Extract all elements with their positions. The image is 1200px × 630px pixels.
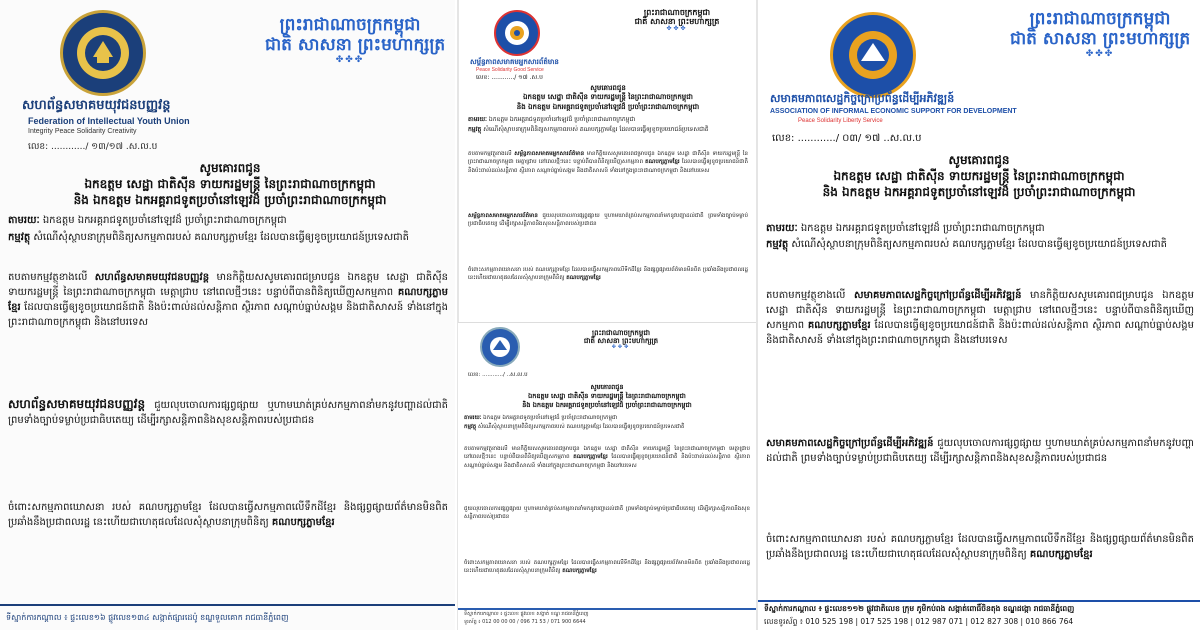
reference-number: លេខ: ............/ ០៣/ ១៧ ..ស.ល.ប <box>772 133 922 144</box>
body-paragraph-2: សហព័ន្ធសមាគមយុវជនបញ្ញវន្ត ជួយលុបចោលការផ្សព្វផ្សាយ ឬហាមឃាត់គ្រប់សកម្មភាពនាំមកនូវបញ្ហាដល់ជាតិ ព្រមទាំងច្បាប់ទម្លាប់ប្រជាធិបតេយ្យ ដើម្បីរក្សាសន្តិភាពនិងសុខសន្តិភាពរបស់ប្រជាជន <box>8 397 448 426</box>
org-name: សមាគមភាពសេដ្ឋកិច្ចក្រៅប្រព័ន្ធដើម្បីអភិវឌ្ឍន៍ <box>770 92 955 105</box>
reference-number: លេខ: ............/ ១៣/១៧ .ស.ល.ប <box>28 142 158 152</box>
org-logo-right <box>830 12 916 98</box>
subject-line: កម្មវត្ថុ សំណើសុំស្ថាបនាក្រុមពិនិត្យសកម្មភាពរបស់ គណបក្សភ្លាមខ្មែរ ដែលបានធ្វើឲ្យខូចប្រយោជន៍ប្រទេសជាតិ <box>766 239 1167 250</box>
recipient-block: សូមគោរពជូន ឯកឧត្តម សេដ្ឋា ជាតិស៊ីន ទាយករដ្ឋមន្ត្រី នៃព្រះរាជាណាចក្រកម្ពុជា និង ឯកឧត្តម ឯកអគ្គរាជទូតប្រចាំនៅឡេវដ៏ ប្រចាំព្រះរាជាណាចក្រកម្ពុជា <box>522 383 692 409</box>
letter-middle-top <box>462 0 754 318</box>
org-name: សហព័ន្ធសមាគមយុវជនបញ្ញវន្ត <box>22 98 171 113</box>
kingdom-motto: ព្រះរាជាណាចក្រកម្ពុជា ជាតិ សាសនា ព្រះមហាក្សត្រ ✤✤✤ <box>1010 9 1191 60</box>
recipient-block: សូមគោរពជូន ឯកឧត្តម សេដ្ឋា ជាតិស៊ីន ទាយករដ្ឋមន្ត្រី នៃព្រះរាជាណាចក្រកម្ពុជា និង ឯកឧត្តម ឯកអគ្គរាជទូតប្រចាំនៅឡេវដ៏ ប្រចាំព្រះរាជាណាចក្រកម្ពុជា <box>822 153 1136 200</box>
kingdom-motto: ព្រះរាជាណាចក្រកម្ពុជា ជាតិ សាសនា ព្រះមហាក្សត្រ ✤✤✤ <box>634 7 720 33</box>
letter-middle-bottom <box>458 322 756 630</box>
via-line: តាមរយៈ ឯកឧត្តម ឯកអគ្គរាជទូតប្រចាំនៅឡេវដ៏ ប្រចាំព្រះរាជាណាចក្រកម្ពុជា <box>464 415 618 421</box>
org-values: Integrity Peace Solidarity Creativity <box>28 128 137 135</box>
body-paragraph-3: ចំពោះសកម្មភាពឃោសនា របស់ គណបក្សភ្លាមខ្មែរ ដែលបានធ្វើសកម្មភាពលើទឹកដីខ្មែរ និងផ្សព្វផ្សាយព័ត៌មានមិនពិត ប្រឆាំងនឹងប្រជាពលរដ្ឋ នេះហើយជាហេតុផលដែលសុំស្ថាបនាក្រុមពិនិត្យ គណបក្សភ្លាមខ្មែរ <box>766 534 1194 560</box>
via-line: តាមរយៈ ឯកឧត្តម ឯកអគ្គរាជទូតប្រចាំនៅឡេវដ៏ ប្រចាំព្រះរាជាណាចក្រកម្ពុជា <box>766 223 1045 234</box>
body-paragraph-3: ចំពោះសកម្មភាពឃោសនា របស់ គណបក្សភ្លាមខ្មែរ ដែលបានធ្វើសកម្មភាពលើទឹកដីខ្មែរ និងផ្សព្វផ្សាយព័ត៌មានមិនពិត ប្រឆាំងនឹងប្រជាពលរដ្ឋ នេះហើយជាហេតុផលដែលសុំស្ថាបនាក្រុមពិនិត្យ គណបក្សភ្លាមខ្មែរ <box>464 560 750 575</box>
body-paragraph-1: តបតាមកម្មវត្ថុខាងលើ សមាគមភាពសេដ្ឋកិច្ចក្រៅប្រព័ន្ធដើម្បីអភិវឌ្ឍន៍ មានកិត្តិយសសូមគោរពជម្រាបជូន ឯកឧត្តម សេដ្ឋា ជាតិស៊ីន ទាយករដ្ឋមន្ត្រី នៃព្រះរាជាណាចក្រកម្ពុជា មេត្តាជ្រាប នៅពេលថ្មីៗនេះ បន្ទាប់ពីបានពិនិត្យឃើញសកម្មភាព គណបក្សភ្លាមខ្មែរ ដែលបានធ្វើឲ្យខូចប្រយោជន៍ជាតិ និងប៉ះពាល់ដល់សន្តិភាព ស្ថិរភាព សណ្តាប់ធ្នាប់សង្គម និងជាតិសាសន៍ ទាំងនៅក្នុងព្រះរាជាណាចក្រកម្ពុជា និងនៅបរទេស <box>766 290 1194 346</box>
org-logo-middle-top <box>494 10 540 56</box>
org-values: Peace Solidarity Good Service <box>476 67 544 73</box>
letter-footer: ទីស្នាក់ការកណ្តាល ៖ ផ្ទះលេខ ផ្លូវលេខ សង្កាត់ ខណ្ឌ រាជធានីភ្នំពេញ ទូរស័ព្ទ ៖ 012 00 00 00 / 096 71 53 / 071 900 6644 <box>458 608 756 630</box>
emblem-icon <box>487 334 513 360</box>
subject-line: កម្មវត្ថុ សំណើសុំស្ថាបនាក្រុមពិនិត្យសកម្មភាពរបស់ គណបក្សភ្លាមខ្មែរ ដែលបានធ្វើឲ្យខូចប្រយោជន៍ប្រទេសជាតិ <box>8 232 409 243</box>
via-line: តាមរយៈ ឯកឧត្តម ឯកអគ្គរាជទូតប្រចាំនៅឡេវដ៏ ប្រចាំព្រះរាជាណាចក្រកម្ពុជា <box>8 215 287 226</box>
emblem-icon <box>502 18 532 48</box>
body-paragraph-3: ចំពោះសកម្មភាពឃោសនា របស់ គណបក្សភ្លាមខ្មែរ ដែលបានធ្វើសកម្មភាពលើទឹកដីខ្មែរ និងផ្សព្វផ្សាយព័ត៌មានមិនពិត ប្រឆាំងនឹងប្រជាពលរដ្ឋ នេះហើយជាហេតុផលដែលសុំស្ថាបនាក្រុមពិនិត្យ គណបក្សភ្លាមខ្មែរ <box>468 267 748 282</box>
letter-footer: ទីស្នាក់ការកណ្តាល ៖ ផ្ទះលេខ១៦ ផ្លូវលេខ១៣៤ សង្កាត់ផ្សារដេប៉ូ ខណ្ឌទួលគោក រាជធានីភ្នំពេញ <box>0 604 455 630</box>
emblem-icon <box>73 23 133 83</box>
emblem-icon <box>843 25 903 85</box>
body-paragraph-2: សម្ព័ន្ធភាពសមាគមអ្នកសារព័ត៌មាន ជួយលុបចោលការផ្សព្វផ្សាយ ឬហាមឃាត់គ្រប់សកម្មភាពនាំមកនូវបញ្ហាដល់ជាតិ ព្រមទាំងច្បាប់ទម្លាប់ប្រជាធិបតេយ្យ ដើម្បីរក្សាសន្តិភាពនិងសុខសន្តិភាពរបស់ប្រជាជន <box>468 213 748 228</box>
body-paragraph-1: តបតាមកម្មវត្ថុខាងលើ មានកិត្តិយសសូមគោរពជម្រាបជូន ឯកឧត្តម សេដ្ឋា ជាតិស៊ីន ទាយករដ្ឋមន្ត្រី នៃព្រះរាជាណាចក្រកម្ពុជា មេត្តាជ្រាប នៅពេលថ្មីៗនេះ បន្ទាប់ពីបានពិនិត្យឃើញសកម្មភាព គណបក្សភ្លាមខ្មែរ ដែលបានធ្វើឲ្យខូចប្រយោជន៍ជាតិ និងប៉ះពាល់ដល់សន្តិភាព ស្ថិរភាព សណ្តាប់ធ្នាប់សង្គម និងជាតិសាសន៍ ទាំងនៅក្នុងព្រះរាជាណាចក្រកម្ពុជា និងនៅបរទេស <box>464 446 750 469</box>
org-logo-left <box>60 10 146 96</box>
org-name: សម្ព័ន្ធភាពសមាគមអ្នកសារព័ត៌មាន <box>470 58 559 66</box>
org-name-en: ASSOCIATION OF INFORMAL ECONOMIC SUPPORT FOR DEVELOPMENT <box>770 108 1017 115</box>
kingdom-motto: ព្រះរាជាណាចក្រកម្ពុជា ជាតិ សាសនា ព្រះមហាក្សត្រ ✤✤✤ <box>265 15 446 66</box>
org-values: Peace Solidarity Liberty Service <box>798 118 883 124</box>
kingdom-motto: ព្រះរាជាណាចក្រកម្ពុជា ជាតិ សាសនា ព្រះមហាក្សត្រ ✤✤✤ <box>583 328 659 351</box>
reference-number: លេខ: ............/ ១៧ .ស.ប <box>476 74 543 81</box>
subject-line: កម្មវត្ថុ សំណើសុំស្ថាបនាក្រុមពិនិត្យសកម្មភាពរបស់ គណបក្សភ្លាមខ្មែរ ដែលបានធ្វើឲ្យខូចប្រយោជន៍ប្រទេសជាតិ <box>464 424 685 430</box>
recipient-block: សូមគោរពជូន ឯកឧត្តម សេដ្ឋា ជាតិស៊ីន ទាយករដ្ឋមន្ត្រី នៃព្រះរាជាណាចក្រកម្ពុជា និង ឯកឧត្តម ឯកអគ្គរាជទូតប្រចាំនៅឡេវដ៏ ប្រចាំព្រះរាជាណាចក្រកម្ពុជា <box>73 161 387 208</box>
letter-right <box>758 0 1200 630</box>
via-line: តាមរយៈ ឯកឧត្តម ឯកអគ្គរាជទូតប្រចាំនៅឡេវដ៏ ប្រចាំព្រះរាជាណាចក្រកម្ពុជា <box>468 116 636 123</box>
subject-line: កម្មវត្ថុ សំណើសុំស្ថាបនាក្រុមពិនិត្យសកម្មភាពរបស់ គណបក្សភ្លាមខ្មែរ ដែលបានធ្វើឲ្យខូចប្រយោជន៍ប្រទេសជាតិ <box>468 126 709 133</box>
reference-number: លេខ: ............/ ..ស.ល.ប <box>468 372 528 378</box>
body-paragraph-2: ជួយលុបចោលការផ្សព្វផ្សាយ ឬហាមឃាត់គ្រប់សកម្មភាពនាំមកនូវបញ្ហាដល់ជាតិ ព្រមទាំងច្បាប់ទម្លាប់ប្រជាធិបតេយ្យ ដើម្បីរក្សាសន្តិភាពនិងសុខសន្តិភាពរបស់ប្រជាជន <box>464 506 750 521</box>
body-paragraph-2: សមាគមភាពសេដ្ឋកិច្ចក្រៅប្រព័ន្ធដើម្បីអភិវឌ្ឍន៍ ជួយលុបចោលការផ្សព្វផ្សាយ ឬហាមឃាត់គ្រប់សកម្មភាពនាំមកនូវបញ្ហាដល់ជាតិ ព្រមទាំងច្បាប់ទម្លាប់ប្រជាធិបតេយ្យ ដើម្បីរក្សាសន្តិភាពនិងសុខសន្តិភាពរបស់ប្រជាជន <box>766 438 1194 464</box>
org-logo-middle-bottom <box>480 327 520 367</box>
org-name-en: Federation of Intellectual Youth Union <box>28 116 190 126</box>
body-paragraph-3: ចំពោះសកម្មភាពឃោសនា របស់ គណបក្សភ្លាមខ្មែរ ដែលបានធ្វើសកម្មភាពលើទឹកដីខ្មែរ និងផ្សព្វផ្សាយព័ត៌មានមិនពិត ប្រឆាំងនឹងប្រជាពលរដ្ឋ នេះហើយជាហេតុផលដែលសុំស្ថាបនាក្រុមពិនិត្យ គណបក្សភ្លាមខ្មែរ <box>8 502 448 528</box>
letter-left <box>0 0 455 630</box>
letter-footer: ទីស្នាក់ការកណ្តាល ៖ ផ្ទះលេខ១១២ ផ្លូវជាតិលេខ ក្រុម ភូមិកប់ពង សង្កាត់ពោធិ៍ចិនតុង ខណ្ឌដង្កោ រាជធានីភ្នំពេញ លេខទូរស័ព្ទ ៖ 010 525 198 | 017 525 198 | 012 987 071 | 012 827 308 | 010 866 764 <box>758 600 1200 630</box>
body-paragraph-1: តបតាមកម្មវត្ថុខាងលើ សម្ព័ន្ធភាពសមាគមអ្នកសារព័ត៌មាន មានកិត្តិយសសូមគោរពជម្រាបជូន ឯកឧត្តម សេដ្ឋា ជាតិស៊ីន ទាយករដ្ឋមន្ត្រី នៃព្រះរាជាណាចក្រកម្ពុជា មេត្តាជ្រាប នៅពេលថ្មីៗនេះ បន្ទាប់ពីបានពិនិត្យឃើញសកម្មភាព គណបក្សភ្លាមខ្មែរ ដែលបានធ្វើឲ្យខូចប្រយោជន៍ជាតិ និងប៉ះពាល់ដល់សន្តិភាព ស្ថិរភាព សណ្តាប់ធ្នាប់សង្គម និងជាតិសាសន៍ ទាំងនៅក្នុងព្រះរាជាណាចក្រកម្ពុជា និងនៅបរទេស <box>468 151 748 174</box>
body-paragraph-1: តបតាមកម្មវត្ថុខាងលើ សហព័ន្ធសមាគមយុវជនបញ្ញវន្ត មានកិត្តិយសសូមគោរពជម្រាបជូន ឯកឧត្តម សេដ្ឋា ជាតិស៊ីន ទាយករដ្ឋមន្ត្រី នៃព្រះរាជាណាចក្រកម្ពុជា មេត្តាជ្រាប នៅពេលថ្មីៗនេះ បន្ទាប់ពីបានពិនិត្យឃើញសកម្មភាព គណបក្សភ្លាមខ្មែរ ដែលបានធ្វើឲ្យខូចប្រយោជន៍ជាតិ និងប៉ះពាល់ដល់សន្តិភាព ស្ថិរភាព សណ្តាប់ធ្នាប់សង្គម និងជាតិសាសន៍ ទាំងនៅក្នុងព្រះរាជាណាចក្រកម្ពុជា និងនៅបរទេស <box>8 272 448 328</box>
recipient-block: សូមគោរពជូន ឯកឧត្តម សេដ្ឋា ជាតិស៊ីន ទាយករដ្ឋមន្ត្រី នៃព្រះរាជាណាចក្រកម្ពុជា និង ឯកឧត្តម ឯកអគ្គរាជទូតប្រចាំនៅឡេវដ៏ ប្រចាំព្រះរាជាណាចក្រកម្ពុជា <box>516 84 700 111</box>
